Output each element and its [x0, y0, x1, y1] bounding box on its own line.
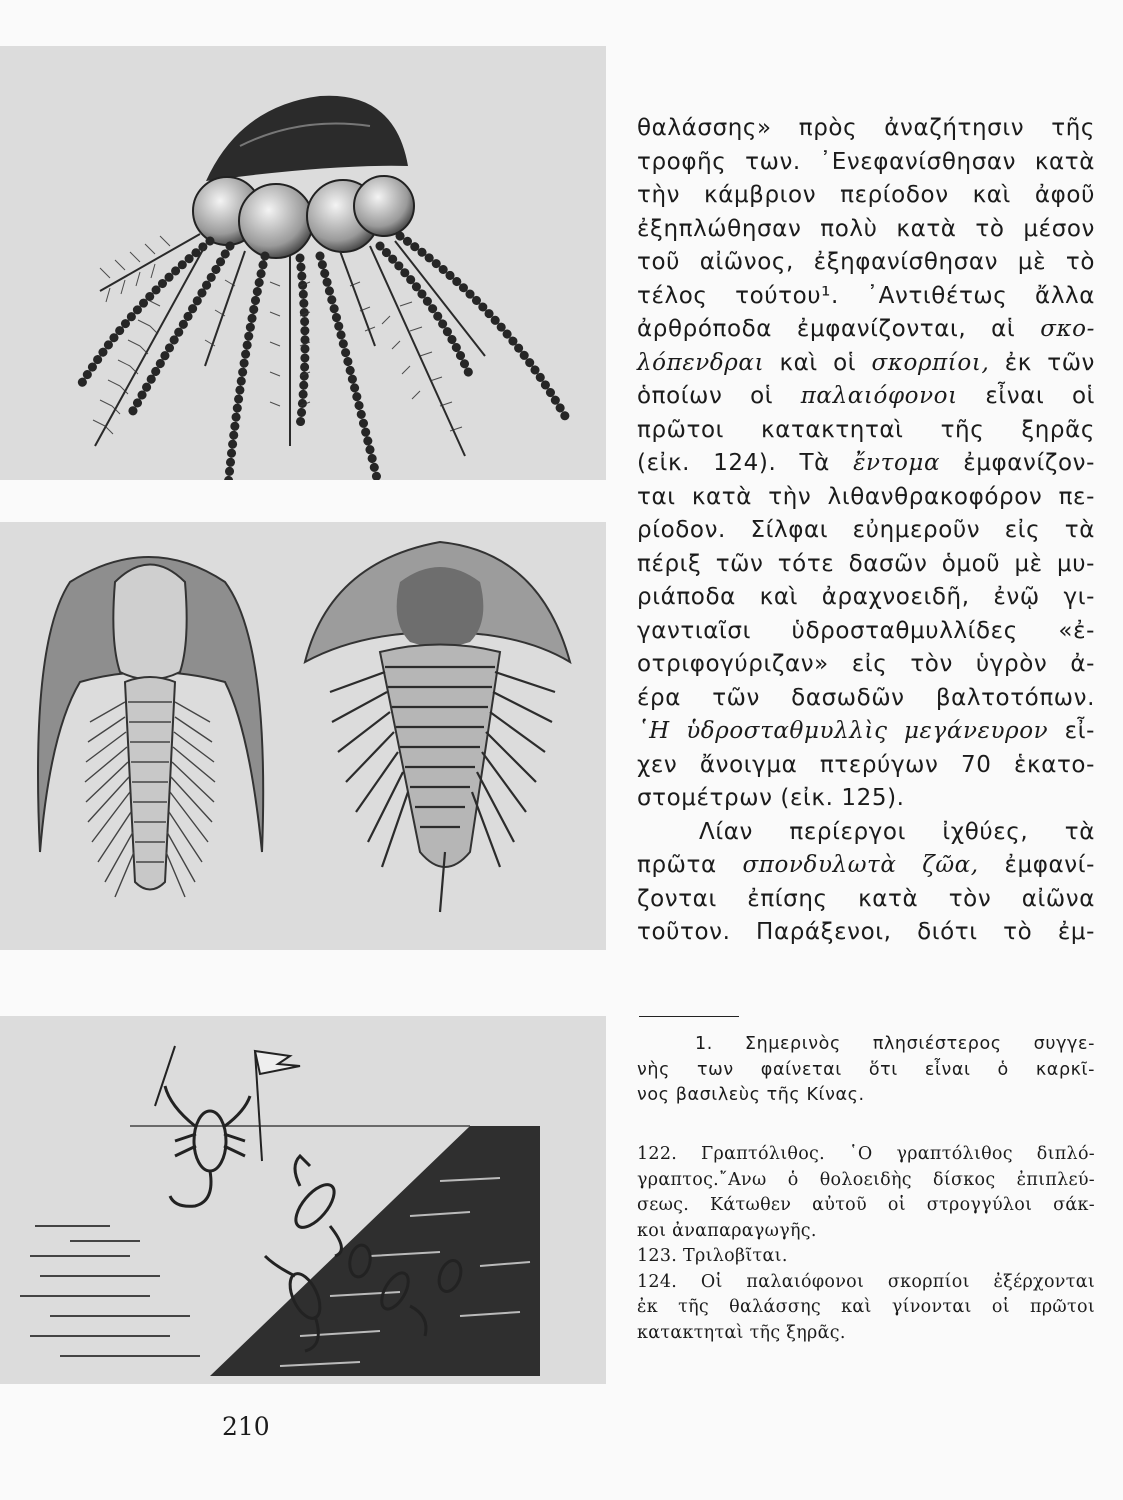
text-line: ἐξηπλώθησαν πολὺ κατὰ τὸ μέσον: [637, 215, 1095, 242]
text-line: πέριξ τῶν τότε δασῶν ὁμοῦ μὲ μυ-: [637, 550, 1095, 577]
italic-term: ῾Η ὑδροσταθμυλλὶς μεγάνευρον: [637, 718, 1049, 744]
caption-line: σεως. Κάτωθεν αὐτοῦ οἱ στρογγύλοι σάκ-: [637, 1195, 1095, 1215]
text-line: τέλος τούτου¹. ᾿Αντιθέτως ἄλλα: [637, 282, 1095, 309]
text-line: [637, 715, 1095, 749]
text-line: Λίαν περίεργοι ἰχθύες, τὰ: [699, 818, 1095, 845]
caption-line: ἐκ τῆς θαλάσσης καὶ γίνονται οἱ πρῶτοι: [637, 1297, 1095, 1317]
italic-term: σπονδυλωτὰ ζῶα,: [742, 852, 979, 878]
text-run: (εἰκ. 124). Τὰ: [637, 450, 854, 476]
text-run: εἶ-: [1048, 718, 1095, 744]
caption-line: 123. Τριλοβῖται.: [637, 1246, 788, 1266]
text-line: στομέτρων (εἰκ. 125).: [637, 785, 905, 811]
text-line: τοῦ αἰῶνος, ἐξηφανίσθησαν μὲ τὸ: [637, 249, 1095, 275]
page-number: 210: [222, 1412, 270, 1441]
text-line: οτριφογύριζαν» εἰς τὸν ὑγρὸν ἀ-: [637, 651, 1095, 677]
text-line: [637, 849, 1095, 883]
text-run: ἐμφανίζον-: [940, 450, 1096, 476]
text-run: ὁποίων οἱ: [637, 383, 801, 409]
text-line: έρα τῶν δασωδῶν βαλτοτόπων.: [637, 684, 1095, 711]
italic-term: παλαιόφονοι: [800, 383, 958, 409]
text-line: θαλάσσης» πρὸς ἀναζήτησιν τῆς: [637, 115, 1095, 141]
italic-term: λόπενδραι: [637, 349, 765, 376]
scorpions-illustration: [0, 1016, 606, 1384]
text-line: [637, 313, 1095, 347]
italic-term: σκο-: [1040, 316, 1095, 342]
text-line: τὴν κάμβριον περίοδον καὶ ἀφοῦ: [637, 182, 1095, 208]
text-line: τροφῆς των. ᾿Ενεφανίσθησαν κατὰ: [637, 148, 1095, 175]
footnote-divider: [639, 1016, 739, 1017]
text-line: [637, 347, 1095, 381]
footnote: [637, 1032, 1095, 1109]
text-line: ριάποδα καὶ ἀραχνοειδῆ, ἐνῷ γι-: [637, 584, 1095, 610]
text-line: ζονται ἐπίσης κατὰ τὸν αἰῶνα: [637, 885, 1095, 912]
figure-scorpions: [0, 1016, 606, 1384]
caption-line: γραπτος.῎Ανω ὁ θολοειδὴς δίσκος ἐπιπλεύ-: [637, 1169, 1095, 1190]
text-line: τοῦτον. Παράξενοι, διότι τὸ ἐμ-: [637, 919, 1095, 945]
caption-line: 124. Οἱ παλαιόφονοι σκορπίοι ἐξέρχονται: [637, 1271, 1095, 1292]
figure-trilobites: [0, 522, 606, 950]
text-line: ται κατὰ τὴν λιθανθρακοφόρον πε-: [637, 483, 1095, 510]
text-run: εἶναι οἱ: [957, 383, 1095, 409]
italic-term: ἔντομα: [853, 450, 941, 476]
footnote-line: νος βασιλεὺς τῆς Κίνας.: [637, 1085, 865, 1105]
text-run: ἐμφανί-: [978, 852, 1095, 878]
text-line: [637, 447, 1095, 481]
graptolite-illustration: [0, 46, 606, 480]
text-run: πρῶτα: [637, 852, 743, 878]
caption-line: 122. Γραπτόλιθος. ῾Ο γραπτόλιθος διπλό-: [637, 1144, 1095, 1164]
caption-line: κατακτηταὶ τῆς ξηρᾶς.: [637, 1322, 846, 1343]
text-line: γαντιαῖσι ὑδροσταθμυλλίδες «ἐ-: [637, 617, 1095, 644]
figure-graptolite: [0, 46, 606, 480]
text-run: ἐκ τῶν: [989, 349, 1096, 376]
text-line: [637, 380, 1095, 414]
caption-line: κοι ἀναπαραγωγῆς.: [637, 1220, 817, 1241]
body-text: [637, 112, 1095, 950]
text-run: καὶ οἱ: [764, 349, 872, 376]
italic-term: σκορπίοι,: [871, 349, 990, 376]
text-line: πρῶτοι κατακτηταὶ τῆς ξηρᾶς: [637, 416, 1095, 443]
text-line: ρίοδον. Σίλφαι εὐημεροῦν εἰς τὰ: [637, 517, 1095, 543]
text-run: ἀρθρόποδα ἐμφανίζονται, αἱ: [637, 316, 1041, 342]
footnote-line: 1. Σημερινὸς πλησιέστερος συγγε-: [695, 1034, 1095, 1054]
trilobites-illustration: [0, 522, 606, 950]
footnote-line: νὴς των φαίνεται ὅτι εἶναι ὁ καρκῖ-: [637, 1059, 1095, 1080]
figure-captions: [637, 1142, 1095, 1346]
text-line: χεν ἄνοιγμα πτερύγων 70 ἑκατο-: [637, 751, 1095, 778]
